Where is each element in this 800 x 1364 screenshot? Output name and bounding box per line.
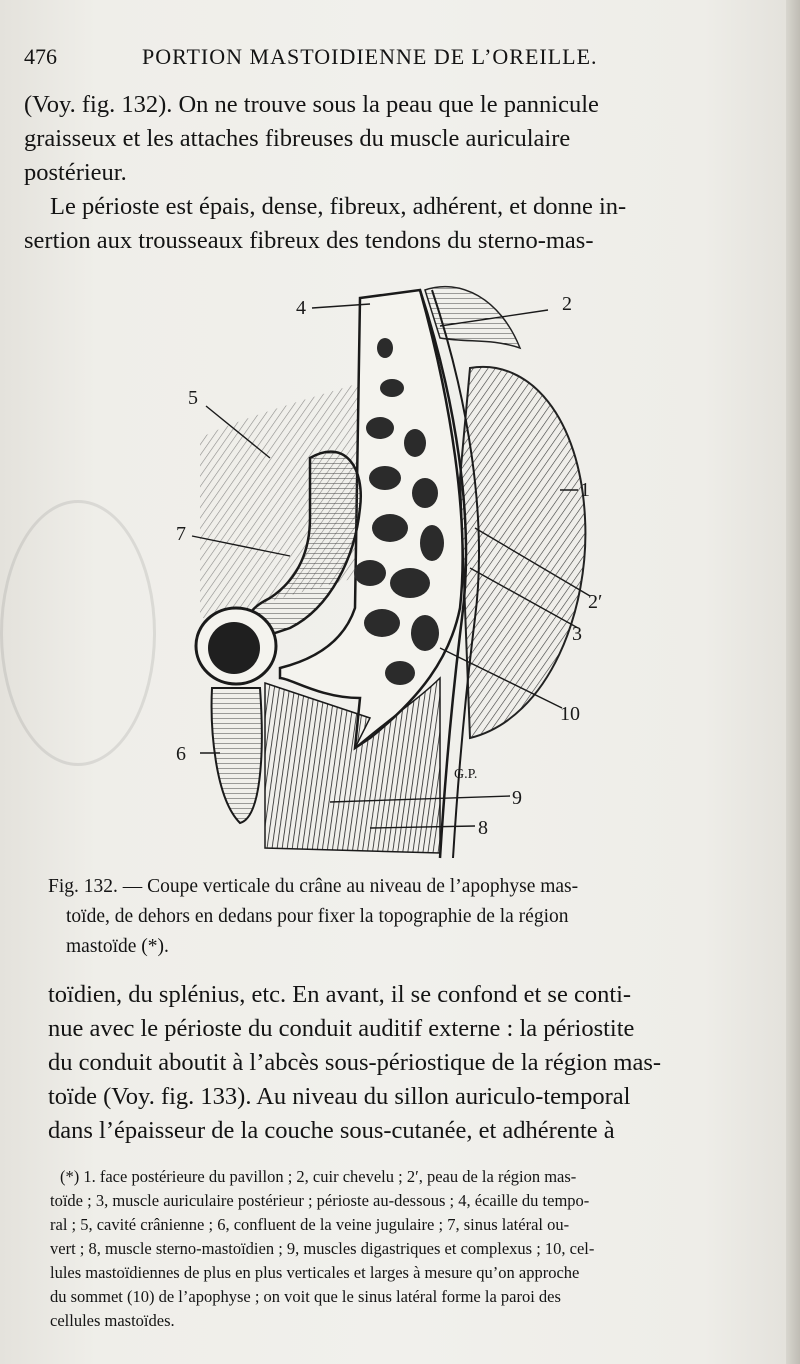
footnote-line: vert ; 8, muscle sterno-mastoïdien ; 9, muscles digastriques et complexus ; 10, cel-	[50, 1239, 595, 1258]
text-line: graisseux et les attaches fibreuses du muscle auriculaire	[24, 125, 571, 152]
footnote-line: du sommet (10) de l’apophyse ; on voit que le sinus latéral forme la paroi des	[50, 1287, 561, 1306]
text-line: Le périoste est épais, dense, fibreux, adhérent, et donne in-	[50, 193, 627, 220]
body-paragraph	[48, 978, 764, 1148]
figure-label-7: 7	[176, 523, 186, 545]
page-edge	[786, 0, 800, 1364]
text-line: sertion aux trousseaux fibreux des tendons du sterno-mas-	[24, 227, 594, 254]
page-number: 476	[24, 44, 57, 69]
figure-label-5: 5	[188, 387, 198, 409]
text-line: (Voy. fig. 132). On ne trouve sous la peau que le pannicule	[24, 91, 599, 118]
text-line: postérieur.	[24, 159, 127, 186]
text-line: nue avec le périoste du conduit auditif externe : la périostite	[48, 1015, 635, 1042]
figure-caption	[48, 872, 756, 962]
jugular-confluence-shape	[212, 688, 262, 823]
intro-paragraph	[24, 88, 764, 258]
engraver-initials: G.P.	[454, 767, 478, 782]
footnote-line: cellules mastoïdes.	[50, 1311, 175, 1330]
figure-label-2-prime: 2′	[588, 591, 603, 613]
text-line: toïdien, du splénius, etc. En avant, il se confond et se conti-	[48, 981, 632, 1008]
anatomical-figure	[170, 278, 630, 868]
footnote-line: toïde ; 3, muscle auriculaire postérieur ; périoste au-dessous ; 4, écaille du tempo-	[50, 1191, 590, 1210]
figure-label-2: 2	[562, 293, 572, 315]
scalp-hair-shape	[425, 287, 520, 348]
footnote	[50, 1165, 762, 1333]
library-stamp-bleedthrough	[0, 500, 156, 766]
caption-line: mastoïde (*).	[66, 936, 169, 957]
footnote-line: lules mastoïdiennes de plus en plus verticales et larges à mesure qu’on approche	[50, 1263, 580, 1282]
running-header	[24, 44, 764, 78]
figure-label-9: 9	[512, 787, 522, 809]
caption-line: Fig. 132. — Coupe verticale du crâne au niveau de l’apophyse mas-	[48, 876, 579, 897]
figure-label-6: 6	[176, 743, 186, 765]
text-line: toïde (Voy. fig. 133). Au niveau du sillon auriculo-temporal	[48, 1083, 631, 1110]
sinus-opening-inner	[208, 622, 260, 674]
text-line: dans l’épaisseur de la couche sous-cutanée, et adhérente à	[48, 1117, 615, 1144]
mastoid-section-engraving	[170, 278, 630, 868]
caption-line: toïde, de dehors en dedans pour fixer la topographie de la région	[66, 906, 569, 927]
running-title: PORTION MASTOIDIENNE DE L’OREILLE.	[142, 44, 598, 69]
footnote-line: (*) 1. face postérieure du pavillon ; 2, cuir chevelu ; 2′, peau de la région mas-	[60, 1167, 577, 1186]
figure-label-4: 4	[296, 297, 306, 319]
figure-label-1: 1	[580, 479, 590, 501]
figure-label-10: 10	[560, 703, 580, 725]
text-line: du conduit aboutit à l’abcès sous-périostique de la région mas-	[48, 1049, 662, 1076]
footnote-line: ral ; 5, cavité crânienne ; 6, confluent de la veine jugulaire ; 7, sinus latéral ou-	[50, 1215, 570, 1234]
figure-label-8: 8	[478, 817, 488, 839]
figure-label-3: 3	[572, 623, 582, 645]
